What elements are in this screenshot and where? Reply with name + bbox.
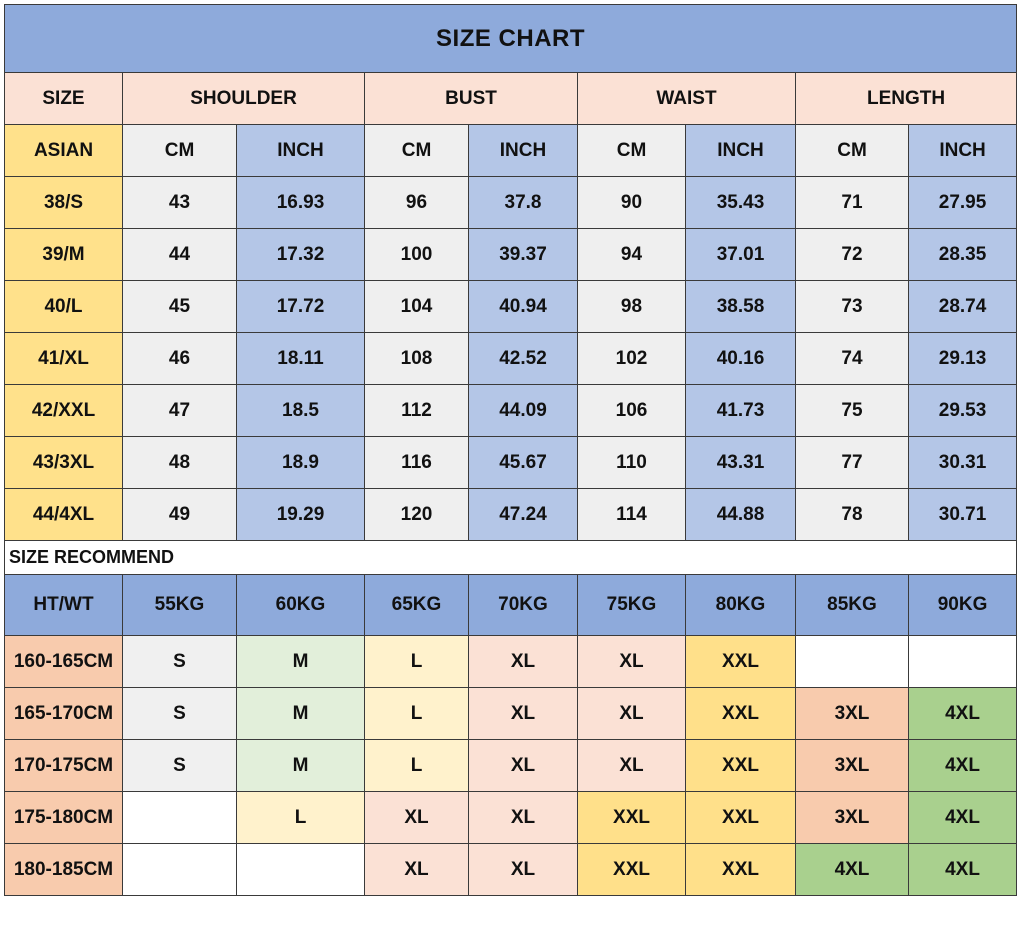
waist-header: WAIST: [578, 73, 796, 125]
measurement-cell: 30.31: [909, 437, 1017, 489]
weight-header: 65KG: [365, 575, 469, 636]
measurement-cell: 43: [123, 177, 237, 229]
measurement-cell: 100: [365, 229, 469, 281]
recommend-header-row: [5, 575, 1017, 636]
measure-header-row: [5, 73, 1017, 125]
height-label: 160-165CM: [5, 636, 123, 688]
recommend-cell: M: [237, 740, 365, 792]
size-label: 42/XXL: [5, 385, 123, 437]
recommend-row: [5, 688, 1017, 740]
recommend-label-row: [5, 541, 1017, 575]
size-recommend-label: SIZE RECOMMEND: [5, 541, 1017, 575]
recommend-cell: XXL: [686, 844, 796, 896]
measurement-cell: 94: [578, 229, 686, 281]
measurement-cell: 112: [365, 385, 469, 437]
measurement-cell: 39.37: [469, 229, 578, 281]
height-label: 170-175CM: [5, 740, 123, 792]
recommend-cell: XXL: [578, 792, 686, 844]
unit-cell: INCH: [909, 125, 1017, 177]
recommend-cell: L: [365, 740, 469, 792]
recommend-cell: S: [123, 688, 237, 740]
measurement-cell: 40.94: [469, 281, 578, 333]
recommend-cell: XL: [469, 636, 578, 688]
measurement-cell: 37.8: [469, 177, 578, 229]
recommend-cell: XXL: [686, 636, 796, 688]
measurement-cell: 104: [365, 281, 469, 333]
measurement-cell: 74: [796, 333, 909, 385]
measurement-cell: 45.67: [469, 437, 578, 489]
recommend-cell: [123, 844, 237, 896]
measurement-cell: 72: [796, 229, 909, 281]
weight-header: 70KG: [469, 575, 578, 636]
unit-cell: INCH: [686, 125, 796, 177]
measurement-cell: 120: [365, 489, 469, 541]
recommend-cell: [909, 636, 1017, 688]
recommend-cell: 3XL: [796, 792, 909, 844]
recommend-cell: 4XL: [909, 688, 1017, 740]
size-chart-sheet: [4, 4, 1017, 896]
size-chart-table: [4, 4, 1017, 896]
recommend-cell: S: [123, 636, 237, 688]
unit-cell: CM: [796, 125, 909, 177]
measurement-cell: 42.52: [469, 333, 578, 385]
measurement-cell: 98: [578, 281, 686, 333]
recommend-cell: XXL: [686, 688, 796, 740]
measurement-cell: 48: [123, 437, 237, 489]
recommend-cell: [796, 636, 909, 688]
measurement-cell: 28.74: [909, 281, 1017, 333]
recommend-cell: L: [365, 636, 469, 688]
measurement-row: [5, 489, 1017, 541]
measurement-cell: 28.35: [909, 229, 1017, 281]
measurement-cell: 116: [365, 437, 469, 489]
measurement-cell: 45: [123, 281, 237, 333]
recommend-cell: XL: [469, 792, 578, 844]
recommend-row: [5, 740, 1017, 792]
measurement-cell: 18.11: [237, 333, 365, 385]
measurement-cell: 110: [578, 437, 686, 489]
measurement-row: [5, 385, 1017, 437]
recommend-cell: L: [365, 688, 469, 740]
weight-header: 85KG: [796, 575, 909, 636]
measurement-cell: 73: [796, 281, 909, 333]
size-label: 39/M: [5, 229, 123, 281]
asian-label: ASIAN: [5, 125, 123, 177]
recommend-cell: XL: [578, 636, 686, 688]
measurement-cell: 90: [578, 177, 686, 229]
height-label: 165-170CM: [5, 688, 123, 740]
measurement-cell: 44.09: [469, 385, 578, 437]
measurement-cell: 49: [123, 489, 237, 541]
weight-header: 80KG: [686, 575, 796, 636]
measurement-cell: 38.58: [686, 281, 796, 333]
size-label: 38/S: [5, 177, 123, 229]
unit-cell: INCH: [237, 125, 365, 177]
measurement-cell: 18.5: [237, 385, 365, 437]
measurement-cell: 114: [578, 489, 686, 541]
title-row: [5, 5, 1017, 73]
measurement-cell: 71: [796, 177, 909, 229]
recommend-cell: 4XL: [909, 844, 1017, 896]
recommend-cell: XL: [578, 688, 686, 740]
measurement-cell: 19.29: [237, 489, 365, 541]
size-label: 44/4XL: [5, 489, 123, 541]
measurement-cell: 102: [578, 333, 686, 385]
measurement-cell: 78: [796, 489, 909, 541]
recommend-cell: [237, 844, 365, 896]
measurement-cell: 35.43: [686, 177, 796, 229]
measurement-cell: 96: [365, 177, 469, 229]
recommend-cell: XL: [365, 792, 469, 844]
measurement-cell: 46: [123, 333, 237, 385]
recommend-cell: XXL: [686, 792, 796, 844]
bust-header: BUST: [365, 73, 578, 125]
height-label: 175-180CM: [5, 792, 123, 844]
measurement-cell: 37.01: [686, 229, 796, 281]
size-label: 41/XL: [5, 333, 123, 385]
recommend-cell: 4XL: [796, 844, 909, 896]
size-label: 40/L: [5, 281, 123, 333]
recommend-cell: L: [237, 792, 365, 844]
recommend-row: [5, 792, 1017, 844]
measurement-cell: 47.24: [469, 489, 578, 541]
unit-cell: CM: [123, 125, 237, 177]
measurement-cell: 47: [123, 385, 237, 437]
recommend-cell: 4XL: [909, 740, 1017, 792]
unit-cell: INCH: [469, 125, 578, 177]
recommend-cell: M: [237, 688, 365, 740]
weight-header: 90KG: [909, 575, 1017, 636]
measurement-cell: 108: [365, 333, 469, 385]
weight-header: 60KG: [237, 575, 365, 636]
size-header: SIZE: [5, 73, 123, 125]
recommend-cell: XL: [365, 844, 469, 896]
recommend-cell: S: [123, 740, 237, 792]
recommend-cell: XXL: [578, 844, 686, 896]
measurement-cell: 29.13: [909, 333, 1017, 385]
measurement-cell: 75: [796, 385, 909, 437]
height-label: 180-185CM: [5, 844, 123, 896]
measurement-cell: 43.31: [686, 437, 796, 489]
measurement-row: [5, 437, 1017, 489]
recommend-cell: XL: [469, 688, 578, 740]
measurement-row: [5, 281, 1017, 333]
recommend-row: [5, 844, 1017, 896]
recommend-cell: XL: [469, 844, 578, 896]
measurement-row: [5, 333, 1017, 385]
measurement-cell: 41.73: [686, 385, 796, 437]
recommend-cell: XL: [469, 740, 578, 792]
measurement-cell: 30.71: [909, 489, 1017, 541]
measurement-cell: 44: [123, 229, 237, 281]
weight-header: 75KG: [578, 575, 686, 636]
measurement-cell: 17.72: [237, 281, 365, 333]
chart-title: SIZE CHART: [5, 5, 1017, 73]
shoulder-header: SHOULDER: [123, 73, 365, 125]
recommend-cell: 3XL: [796, 688, 909, 740]
measurement-cell: 27.95: [909, 177, 1017, 229]
recommend-cell: [123, 792, 237, 844]
length-header: LENGTH: [796, 73, 1017, 125]
measurement-cell: 40.16: [686, 333, 796, 385]
measurement-cell: 44.88: [686, 489, 796, 541]
recommend-cell: 4XL: [909, 792, 1017, 844]
unit-cell: CM: [578, 125, 686, 177]
weight-header: 55KG: [123, 575, 237, 636]
recommend-cell: XXL: [686, 740, 796, 792]
recommend-cell: 3XL: [796, 740, 909, 792]
unit-cell: CM: [365, 125, 469, 177]
measurement-cell: 29.53: [909, 385, 1017, 437]
unit-row: [5, 125, 1017, 177]
measurement-row: [5, 177, 1017, 229]
measurement-cell: 77: [796, 437, 909, 489]
size-label: 43/3XL: [5, 437, 123, 489]
recommend-cell: XL: [578, 740, 686, 792]
measurement-cell: 18.9: [237, 437, 365, 489]
recommend-cell: M: [237, 636, 365, 688]
measurement-cell: 16.93: [237, 177, 365, 229]
measurement-cell: 17.32: [237, 229, 365, 281]
ht-wt-header: HT/WT: [5, 575, 123, 636]
measurement-row: [5, 229, 1017, 281]
measurement-cell: 106: [578, 385, 686, 437]
recommend-row: [5, 636, 1017, 688]
